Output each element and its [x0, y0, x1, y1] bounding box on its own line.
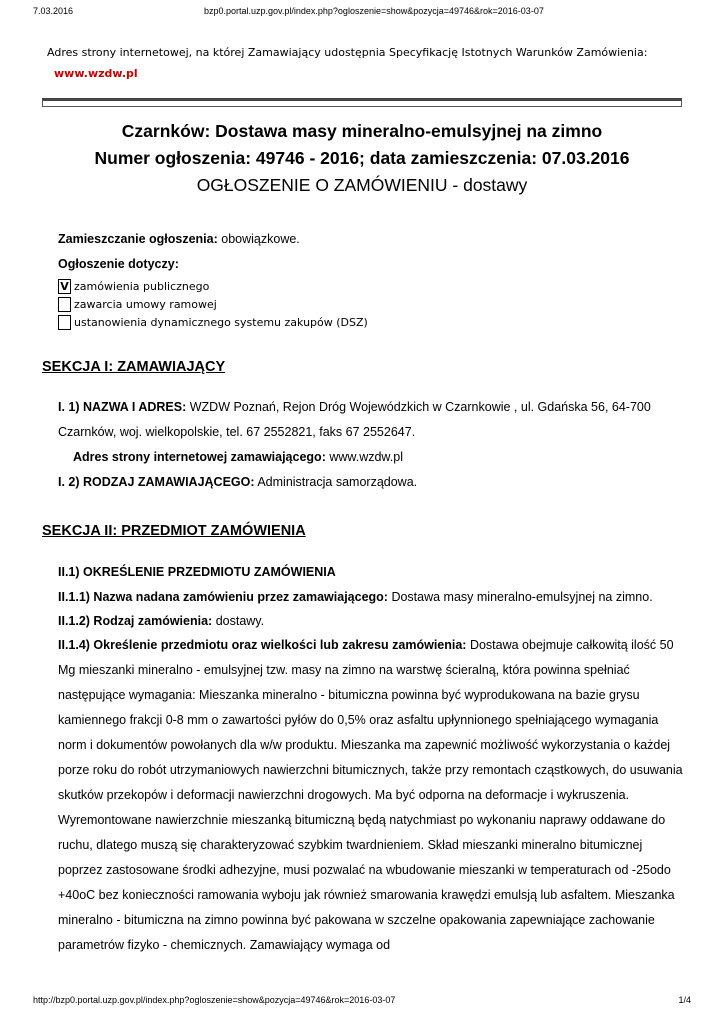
siwz-address-link[interactable]: www.wzdw.pl: [54, 67, 138, 80]
page-number: 1/4: [678, 995, 691, 1005]
authority-website: Adres strony internetowej zamawiającego: www.wzdw.pl: [73, 450, 403, 464]
authority-website-link[interactable]: www.wzdw.pl: [329, 450, 403, 464]
contract-name: II.1.1) Nazwa nadana zamówieniu przez zamawiającego: Dostawa masy mineralno-emulsyjnej na zimno.: [58, 590, 653, 604]
page-title: Czarnków: Dostawa masy mineralno-emulsyjnej na zimno: [121, 121, 603, 141]
option-public-procurement: [58, 279, 209, 294]
placement-label: Zamieszczanie ogłoszenia:: [58, 232, 218, 246]
subject-subheading: II.1) OKREŚLENIE PRZEDMIOTU ZAMÓWIENIA: [58, 565, 336, 579]
print-header-url: bzp0.portal.uzp.gov.pl/index.php?ogloszenie=show&pozycja=49746&rok=2016-03-07: [204, 6, 544, 16]
checkbox-empty: [58, 297, 71, 312]
section-1-heading: SEKCJA I: ZAMAWIAJĄCY: [42, 359, 226, 375]
contracting-authority-name: I. 1) NAZWA I ADRES: WZDW Poznań, Rejon Dróg Wojewódzkich w Czarnkowie , ul. Gdańska 56, 64-700: [58, 400, 651, 414]
contract-kind: II.1.2) Rodzaj zamówienia: dostawy.: [58, 614, 265, 628]
header-rule: [42, 98, 682, 107]
concerns-label: Ogłoszenie dotyczy:: [58, 257, 179, 271]
contract-scope: [58, 633, 688, 958]
placement-value: obowiązkowe.: [221, 232, 300, 246]
contract-scope-text: Dostawa obejmuje całkowitą ilość 50 Mg mieszanki mineralno - emulsyjnej tzw. masy na zimno na warstwę ścieralną, która powinna spełniać następujące wymagania: Mieszanka mineralno - bitumiczna powinna być wyprodukowana na bazie grysu kamiennego frakcji 0-8 mm o zawartości pyłów do 0,5% oraz asfaltu upłynnionego spełniającego wymagania norm i dokumentów powołanych dla w/w produktu. Mieszanka ma zapewnić możliwość wykorzystania o każdej porze roku do robót utrzymaniowych nawierzchni bitumicznych, także przy remontach cząstkowych, do usuwania skutków przekopów i deformacji nawierzchni drogowych. Ma być odporna na deformacje i wykruszenia. Wyremontowane nawierzchnie mieszanką bitumiczną będą natychmiast po wykonaniu naprawy oddawane do ruchu, dlatego muszą się charakteryzować szybkim twardnieniem. Skład mieszanki mineralno bitumicznej poprzez zastosowane środki adhezyjne, musi pozwalać na wbudowanie mieszanki w temperaturach od -25odo +40oC bez konieczności ramowania wyboju jak również smarowania krawędzi emulsją lub asfaltem. Mieszanka mineralno - bitumiczna na zimno powinna być pakowana w szczelne opakowania zapewniające zachowanie parametrów fizyko - chemicznych. Zamawiający wymaga od: [58, 638, 683, 952]
print-date: 7.03.2016: [33, 6, 74, 16]
print-footer-url: http://bzp0.portal.uzp.gov.pl/index.php?ogloszenie=show&pozycja=49746&rok=2016-03-07: [33, 995, 396, 1005]
option-framework-agreement: [58, 297, 217, 312]
placement-row: [58, 232, 300, 246]
contracting-authority-address: Czarnków, woj. wielkopolskie, tel. 67 2552821, faks 67 2552647.: [58, 425, 416, 439]
checkbox-checked: V: [58, 279, 71, 294]
siwz-address-intro: Adres strony internetowej, na której Zamawiający udostępnia Specyfikację Istotnych Warunków Zamówienia:: [47, 46, 648, 59]
contract-scope-label: II.1.4) Określenie przedmiotu oraz wielkości lub zakresu zamówienia:: [58, 638, 467, 652]
checkbox-empty: [58, 315, 71, 330]
section-2-heading: SEKCJA II: PRZEDMIOT ZAMÓWIENIA: [42, 523, 306, 539]
notice-number: Numer ogłoszenia: 49746 - 2016; data zamieszczenia: 07.03.2016: [94, 148, 630, 168]
option-label: zawarcia umowy ramowej: [74, 298, 217, 311]
option-label: zamówienia publicznego: [74, 280, 210, 293]
option-dps: [58, 315, 368, 330]
notice-type: OGŁOSZENIE O ZAMÓWIENIU - dostawy: [196, 175, 528, 195]
option-label: ustanowienia dynamicznego systemu zakupów (DSZ): [74, 316, 368, 329]
authority-type: I. 2) RODZAJ ZAMAWIAJĄCEGO: Administracja samorządowa.: [58, 475, 418, 489]
